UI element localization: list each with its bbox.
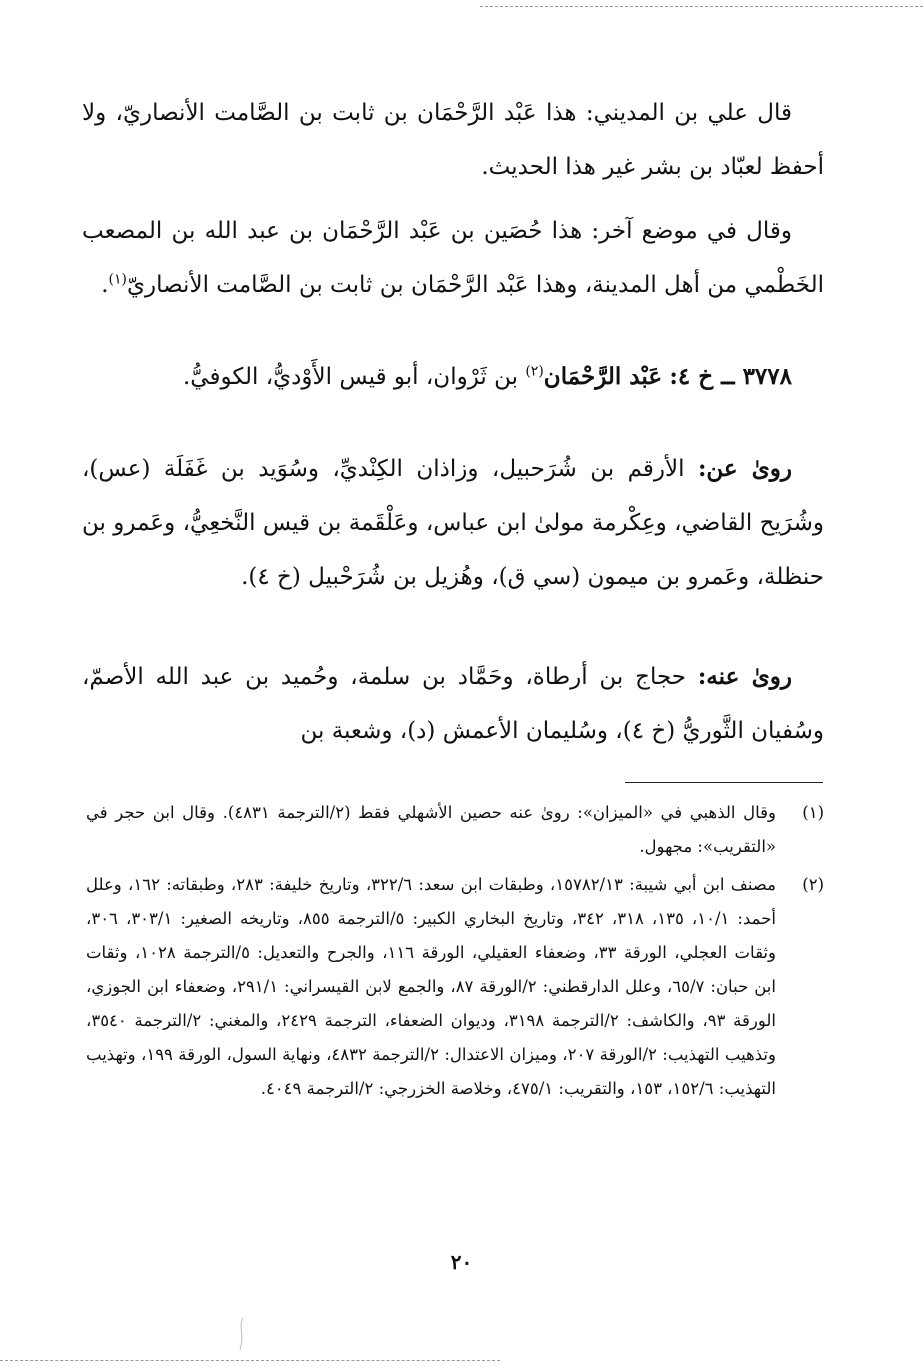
paragraph-ibn-madini (82, 86, 824, 194)
narrated-from-label: روىٰ عن: (697, 455, 793, 482)
scan-top-edge (480, 6, 923, 7)
scan-artifact-mark (236, 1316, 246, 1352)
paragraph-another-place (82, 204, 824, 312)
entry-number: ٣٧٧٨ ــ خ ٤: (669, 363, 792, 390)
footnote-ref-1: (١) (108, 271, 127, 288)
paragraph-narrated-by (82, 650, 824, 758)
scan-bottom-edge (0, 1360, 500, 1361)
footnote-text: مصنف ابن أبي شيبة: ١٥٧٨٢/١٣، وطبقات ابن سعد: ٣٢٢/٦، وتاريخ خليفة: ٢٨٣، وطبقاته: ١٦٢، وعلل أحمد: ١٠/١، ١٣٥، ٣١٨، ٣٤٢، وتاريخ البخاري الكبير: ٥/الترجمة ٨٥٥، وتاريخه الصغير: ٣٠٣/١، ٣٠٦، وثقات العجلي، الورقة ٣٣، وضعفاء العقيلي، الورقة ١١٦، والجرح والتعديل: ٥/الترجمة ١٠٢٨، وثقات ابن حبان: ٦٥/٧، وعلل الدارقطني: ٢/الورقة ٨٧، والجمع لابن القيسراني: ٢٩١/١، وضعفاء ابن الجوزي، الورقة ٩٣، والكاشف: ٢/الترجمة ٣١٩٨، وديوان الضعفاء، الترجمة ٢٤٢٩، والمغني: ٢/الترجمة ٣٥٤٠، وتذهيب التهذيب: ٢/الورقة ٢٠٧، وميزان الاعتدال: ٢/الترجمة ٤٨٣٢، ونهاية السول، الورقة ١٩٩، وتهذيب التهذيب: ١٥٢/٦، ١٥٣، والتقريب: ٤٧٥/١، وخلاصة الخزرجي: ٢/الترجمة ٤٠٤٩. (86, 875, 777, 1098)
footnote-number: (١) (802, 803, 824, 822)
page-number: ٢٠ (450, 1250, 473, 1274)
footnote-ref-2: (٢) (525, 363, 544, 380)
footnote-divider (625, 782, 823, 783)
footnotes (86, 796, 824, 1110)
entry-name-rest: بن ثَرْوان، أبو قيس الأَوْديُّ، الكوفيُّ. (182, 364, 519, 390)
paragraph-narrated-from (82, 442, 824, 604)
entry-3778-heading (82, 350, 824, 404)
entry-name: عَبْد الرَّحْمَان (543, 363, 663, 390)
narrated-by-label: روىٰ عنه: (697, 663, 792, 690)
footnote-2 (86, 868, 824, 1106)
footnote-text: وقال الذهبي في «الميزان»: روىٰ عنه حصين الأشهلي فقط (٢/الترجمة ٤٨٣١). وقال ابن حجر في «التقريب»: مجهول. (86, 803, 776, 856)
paragraph-text: قال علي بن المديني: هذا عَبْد الرَّحْمَان بن ثابت بن الصَّامت الأنصاريّ، ولا أحفظ لعبّاد بن بشر غير هذا الحديث. (82, 100, 824, 180)
paragraph-end: . (101, 272, 109, 298)
footnote-number: (٢) (802, 875, 824, 894)
narrated-by-text: حجاج بن أرطاة، وحَمَّاد بن سلمة، وحُميد بن عبد الله الأصمّ، وسُفيان الثَّوريُّ (خ ٤)، وسُليمان الأعمش (د)، وشعبة بن (82, 664, 824, 744)
narrated-from-text: الأرقم بن شُرَحبيل، وزاذان الكِنْديِّ، وسُوَيد بن غَفَلَة (عس)، وشُرَيح القاضي، وعِكْرمة مولىٰ ابن عباس، وعَلْقَمة بن قيس النَّخعِيُّ، وعَمرو بن حنظلة، وعَمرو بن ميمون (سي ق)، وهُزيل بن شُرَحْبيل (خ ٤). (82, 456, 824, 590)
paragraph-text: وقال في موضع آخر: هذا حُصَين بن عَبْد الرَّحْمَان بن عبد الله بن المصعب الخَطْمي من أهل المدينة، وهذا عَبْد الرَّحْمَان بن ثابت بن الصَّامت الأنصاريّ (82, 218, 824, 298)
footnote-1 (86, 796, 824, 864)
